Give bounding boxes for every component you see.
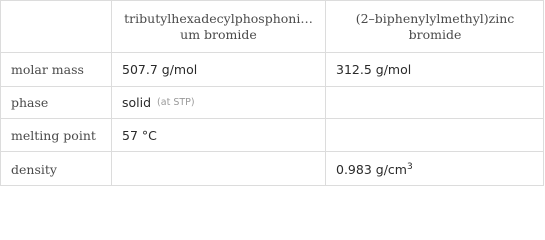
condition-note: (at STP) (157, 97, 195, 108)
unit-exponent: 3 (406, 161, 413, 172)
value-text: 0.983 g/cm (336, 161, 407, 177)
row-label-phase (1, 87, 112, 119)
density-compound-2 (326, 152, 544, 186)
row-label-molar-mass (1, 53, 112, 87)
melting-point-compound-1 (112, 119, 326, 152)
value-text: 57 °C (122, 127, 157, 143)
row-label-density (1, 152, 112, 186)
row-label-text: phase (11, 95, 49, 110)
row-label-melting-point (1, 119, 112, 152)
phase-compound-2 (326, 87, 544, 119)
molar-mass-compound-2 (326, 53, 544, 87)
density-compound-1 (112, 152, 326, 186)
melting-point-compound-2 (326, 119, 544, 152)
row-label-text: melting point (11, 127, 96, 143)
row-label-text: molar mass (11, 62, 84, 77)
phase-compound-1 (112, 87, 326, 119)
value-text: solid (122, 95, 152, 110)
density-value (336, 162, 413, 177)
molar-mass-compound-1 (112, 53, 326, 87)
header-compound-2-label: (2–biphenylylmethyl)zinc bromide (355, 10, 515, 42)
header-compound-1-label: tributylhexadecylphosphoni…um bromide (124, 10, 313, 42)
header-compound-2 (326, 1, 544, 53)
value-text: 507.7 g/mol (122, 62, 198, 77)
header-empty-cell (1, 1, 112, 53)
header-compound-1 (112, 1, 326, 53)
value-text: 312.5 g/mol (336, 62, 412, 77)
row-label-text: density (11, 161, 57, 177)
